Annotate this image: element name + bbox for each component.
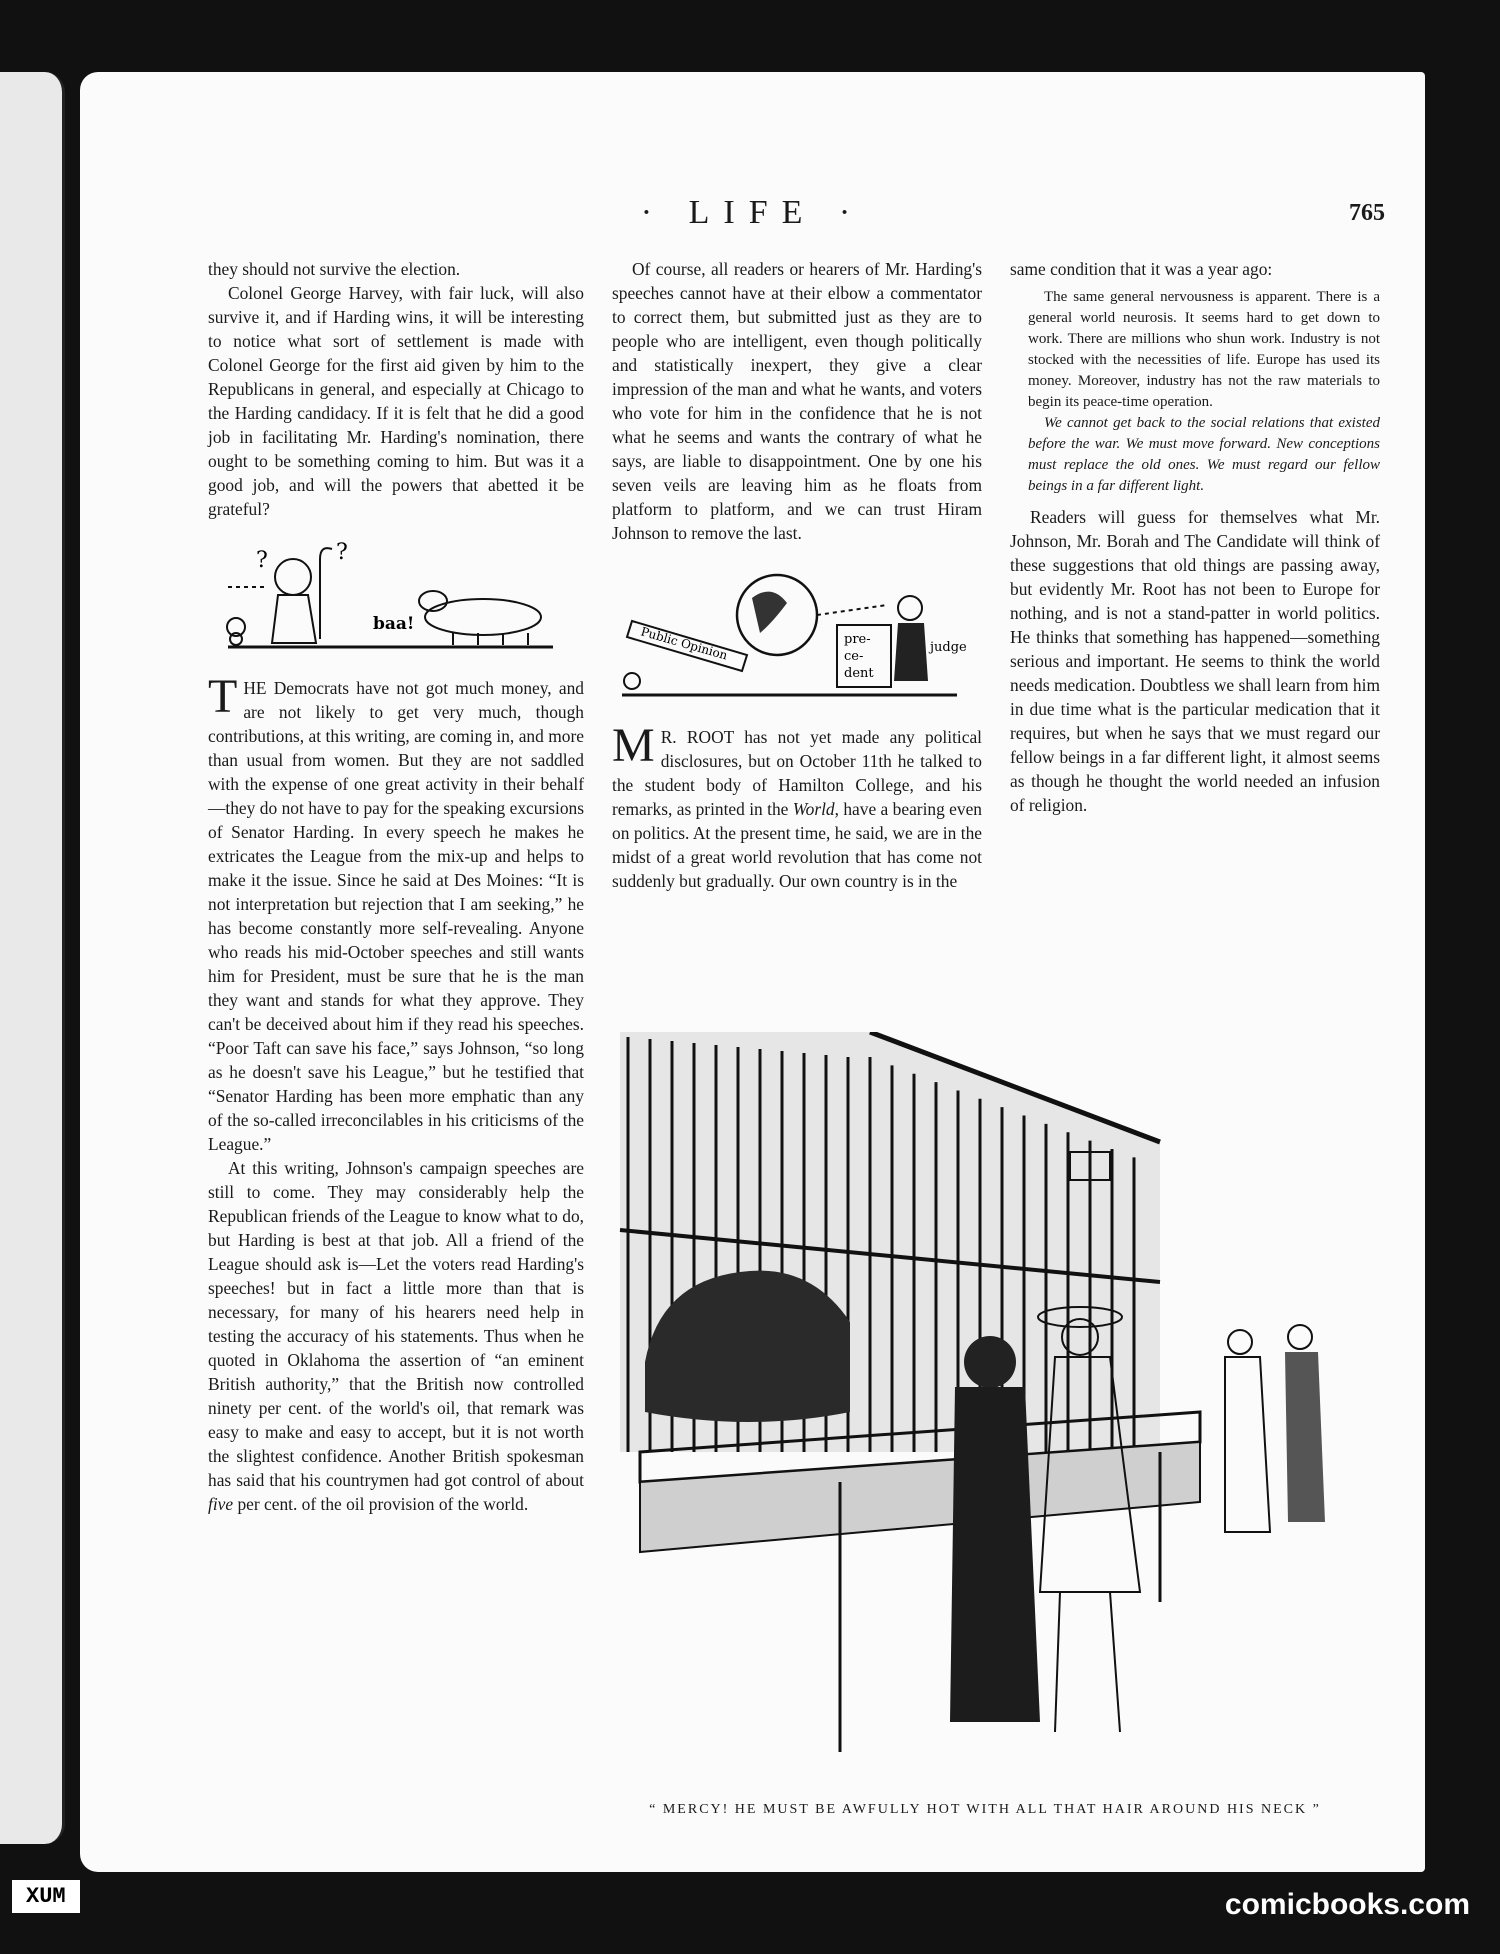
judge-label: judge [930,640,967,655]
watermark-left: XUM [12,1880,80,1913]
sheep-sound-label: baa! [373,614,415,634]
paragraph: they should not survive the election. [208,259,461,279]
paragraph: M R. ROOT has not yet made any political disclosures, but on October 11th he talked to the student body of Hamilton College, and his remarks, as printed in the World, have a bearing even on politics. At the present time, he said, we are in the midst of a great world revolution that has come not suddenly but gradually. Our own country is in the [612,719,982,891]
paragraph: Readers will guess for themselves what Mr. Johnson, Mr. Borah and The Candidate will think of these suggestions that old things are passing away, but evidently Mr. Root has not been to Europe for nothing, and is not a stand-patter in world politics. He thinks that something has happened—something serious and important. He seems to think the world needs medication. Doubtless we shall learn from him in due time what is the particular medication that it requires, but when he says that we must regard our fellow beings in a far different light, it almost seems as though he thought the world needed an infusion of religion. [1010,507,1380,815]
paragraph: Colonel George Harvey, with fair luck, will also survive it, and if Harding wins, it will be interesting to notice what sort of settlement is made with Colonel George for the first aid given by him to the Republicans in general, and especially at Chicago to the Harding candidacy. If it is felt that he did a good job in facilitating Mr. Harding's nomination, there ought to be something coming to him. But was it a good job, and will the powers that abetted it be grateful? [208,283,584,519]
paragraph: At this writing, Johnson's campaign speeches are still to come. They may considerably help the Republican friends of the League to know what to do, but Harding is best at that job. All a friend of the League should ask is—Let the voters read Harding's speeches! but in fact a little more than that is necessary, for many of his hearers need help in testing the accuracy of his statements. Thus when he quoted in Oklahoma the assertion of “an eminent British authority,” that the British now controlled ninety per cent. of the world's oil, that remark was easy to make and easy to accept, but it is not worth the slightest confidence. Another British spokesman has said that his countrymen had got control of about five per cent. of the oil provision of the world. [208,1158,584,1514]
quote-paragraph: We cannot get back to the social relations that existed before the war. We must move forward. New conceptions must replace the old ones. We must regard our fellow beings in a far different light. [1028,415,1380,494]
svg-text:pre-: pre- [844,632,871,647]
magazine-page [80,72,1425,1872]
zoo-lion-cartoon [600,1032,1370,1772]
quote-paragraph: The same general nervousness is apparent. There is a general world neurosis. It seems hard to get down to work. There are millions who shun work. Industry is not stocked with the necessities of life. Europe has used its money. Moreover, industry has not the raw materials to begin its peace-time operation. [1028,289,1380,410]
drop-cap: M [612,719,655,772]
cartoon-caption: “ MERCY! HE MUST BE AWFULLY HOT WITH ALL THAT HAIR AROUND HIS NECK ” [649,1802,1321,1817]
block-quote [1010,287,1380,497]
svg-text:dent: dent [844,666,874,681]
left-column [208,257,584,1516]
page-number: 765 [1349,200,1385,226]
drop-cap: T [208,670,238,723]
paragraph: Of course, all readers or hearers of Mr. Harding's speeches cannot have at their elbow a commentator to correct them, but submitted just as they are to people who are intelligent, even though politically and statistically inexpert, they give a clear impression of the man and what he wants, and voters who vote for him in the confidence that he is not what he seems and wants the contrary of what he says, are liable to disappointment. One by one his seven veils are leaving him as he floats from platform to platform, and we can trust Hiram Johnson to remove the last. [612,259,982,543]
sheep-sketch [208,539,568,654]
svg-text:?: ? [256,548,268,573]
middle-column [612,257,982,893]
paragraph: THE Democrats have not got much money, and are not likely to get very much, though contributions, at this writing, are coming in, and more than usual from women. But they are not saddled with the expense of one great activity in their behalf—they do not have to pay for the speaking excursions of Senator Harding. In every speech he makes he extricates the League from the mix-up and helps to make it the issue. Since he said at Des Moines: “It is not interpretation but rejection that I am seeking,” he has become constantly more self-revealing. Anyone who reads his mid-October speeches and still wants him for President, must be sure that he is the man they want and stands for what they approve. They can't be deceived about him if they read his speeches. “Poor Taft can save his face,” says Johnson, “so long as he doesn't save his League,” but he testified that “Senator Harding has been more emphatic than any of the so-called irreconcilables in his criticisms of the League.” [208,670,584,1154]
paragraph: same condition that it was a year ago: [1010,259,1273,279]
public-opinion-label: Public Opinion [639,624,730,663]
page-title: · LIFE · [640,194,865,231]
previous-page-edge [0,72,65,1844]
watermark-right: comicbooks.com [1224,1888,1470,1921]
svg-text:?: ? [336,540,348,565]
svg-text:ce-: ce- [844,649,864,664]
globe-sketch [612,563,972,703]
right-column [1010,257,1380,817]
